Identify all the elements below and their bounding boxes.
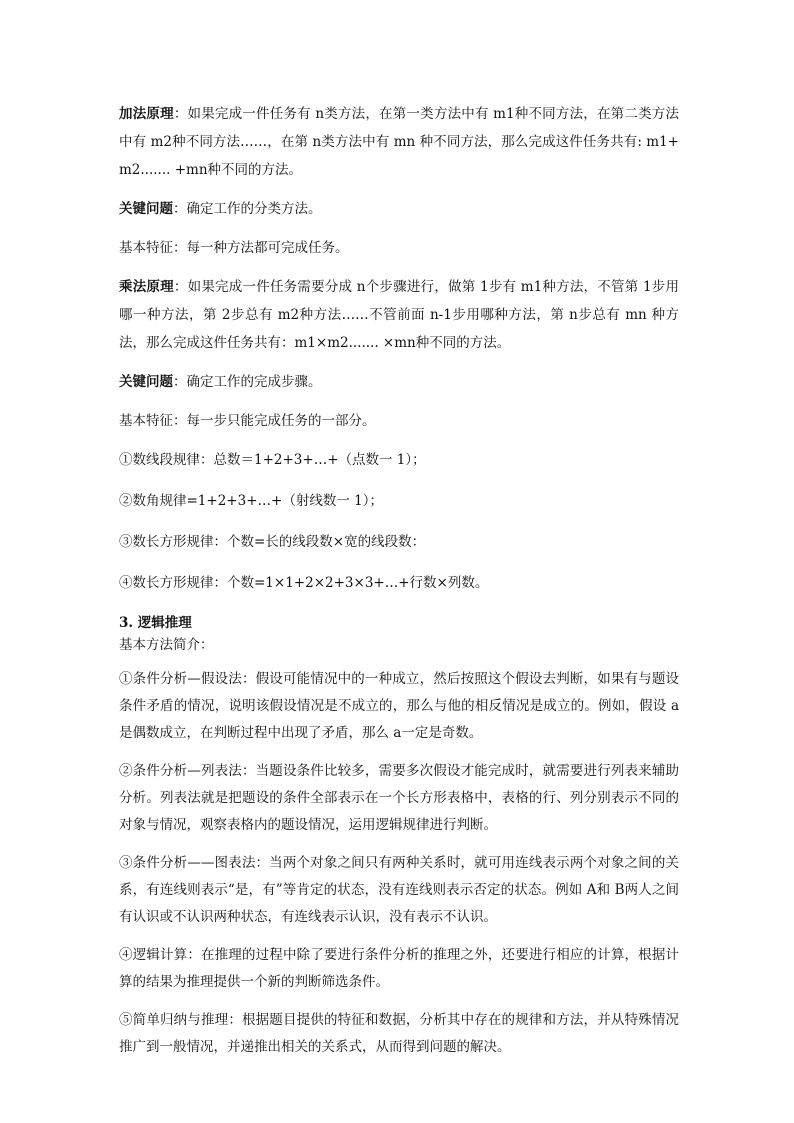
method-text: ：根据题目提供的特征和数据，分析其中存在的规律和方法，并从特殊情况推广到一般情况，并递推出相关的关系式，从而得到问题的解决。	[119, 1012, 680, 1055]
method-item	[119, 666, 679, 747]
rule-item: ①数线段规律：总数＝1+2+3+…+（点数一 1）；	[119, 452, 426, 468]
multiplication-key-text: ：确定工作的完成步骤。	[173, 374, 322, 390]
addition-key-label: 关键问题	[119, 201, 173, 217]
method-lead: ④逻辑计算	[119, 947, 188, 963]
method-item	[119, 758, 679, 839]
method-text: ：在推理的过程中除了要进行条件分析的推理之外，还要进行相应的计算，根据计算的结果为推理提供一个新的判断筛选条件。	[119, 947, 679, 990]
multiplication-principle-paragraph	[119, 273, 679, 357]
multiplication-principle-text: ：如果完成一件任务需要分成 n个步骤进行，做第 1步有 m1种方法，不管第 1步用哪一种方法，第 2步总有 m2种方法……不管前面 n-1步用哪种方法，第 n步总有 mn 种方法，那么完成这件任务共有：m1×m2....... ×mn种不同的方法。	[119, 279, 679, 351]
multiplication-principle-term: 乘法原理	[119, 279, 174, 295]
addition-key-text: ：确定工作的分类方法。	[173, 201, 322, 217]
method-item	[119, 850, 679, 931]
method-item	[119, 1007, 679, 1061]
rule-item: ③数长方形规律：个数=长的线段数×宽的线段数：	[119, 534, 426, 550]
addition-key-question	[119, 195, 679, 223]
method-text: ：当题设条件比较多，需要多次假设才能完成时，就需要进行列表来辅助分析。列表法就是把题设的条件全部表示在一个长方形表格中，表格的行、列分别表示不同的对象与情况，观察表格内的题设情况，运用逻辑规律进行判断。	[119, 763, 680, 833]
addition-principle-paragraph	[119, 100, 679, 184]
method-text: ：当两个对象之间只有两种关系时，就可用连线表示两个对象之间的关系，有连线则表示“是，有”等肯定的状态，没有连线则表示否定的状态。例如 A和 B两人之间有认识或不认识两种状态，有连线表示认识，没有表示不认识。	[119, 855, 679, 925]
method-lead: ②条件分析—列表法	[119, 763, 242, 779]
multiplication-key-question	[119, 368, 679, 396]
section-heading: 3. 逻辑推理	[119, 615, 192, 631]
addition-feature: 基本特征：每一种方法都可完成任务。	[119, 240, 349, 256]
rule-item: ④数长方形规律：个数=1×1+2×2+3×3+…+行数×列数。	[119, 575, 489, 591]
method-lead: ③条件分析——图表法	[119, 855, 256, 871]
addition-principle-term: 加法原理	[119, 106, 174, 122]
method-lead: ⑤简单归纳与推理	[119, 1012, 229, 1028]
multiplication-key-label: 关键问题	[119, 374, 173, 390]
method-item	[119, 942, 679, 996]
rule-item: ②数角规律=1+2+3+…+（射线数一 1）；	[119, 493, 383, 509]
document-page	[119, 100, 679, 1061]
addition-principle-text: ：如果完成一件任务有 n类方法，在第一类方法中有 m1种不同方法，在第二类方法中有 m2种不同方法……，在第 n类方法中有 mn 种不同方法，那么完成这件任务共有: m1+ m2....... +mn种不同的方法。	[119, 106, 679, 178]
section-intro: 基本方法简介：	[119, 637, 214, 653]
method-text: ：假设可能情况中的一种成立，然后按照这个假设去判断，如果有与题设条件矛盾的情况，说明该假设情况是不成立的，那么与他的相反情况是成立的。例如，假设 a是偶数成立，在判断过程中出现了矛盾，那么 a一定是奇数。	[119, 671, 680, 741]
method-lead: ①条件分析—假设法	[119, 671, 242, 687]
multiplication-feature: 基本特征：每一步只能完成任务的一部分。	[119, 413, 376, 429]
